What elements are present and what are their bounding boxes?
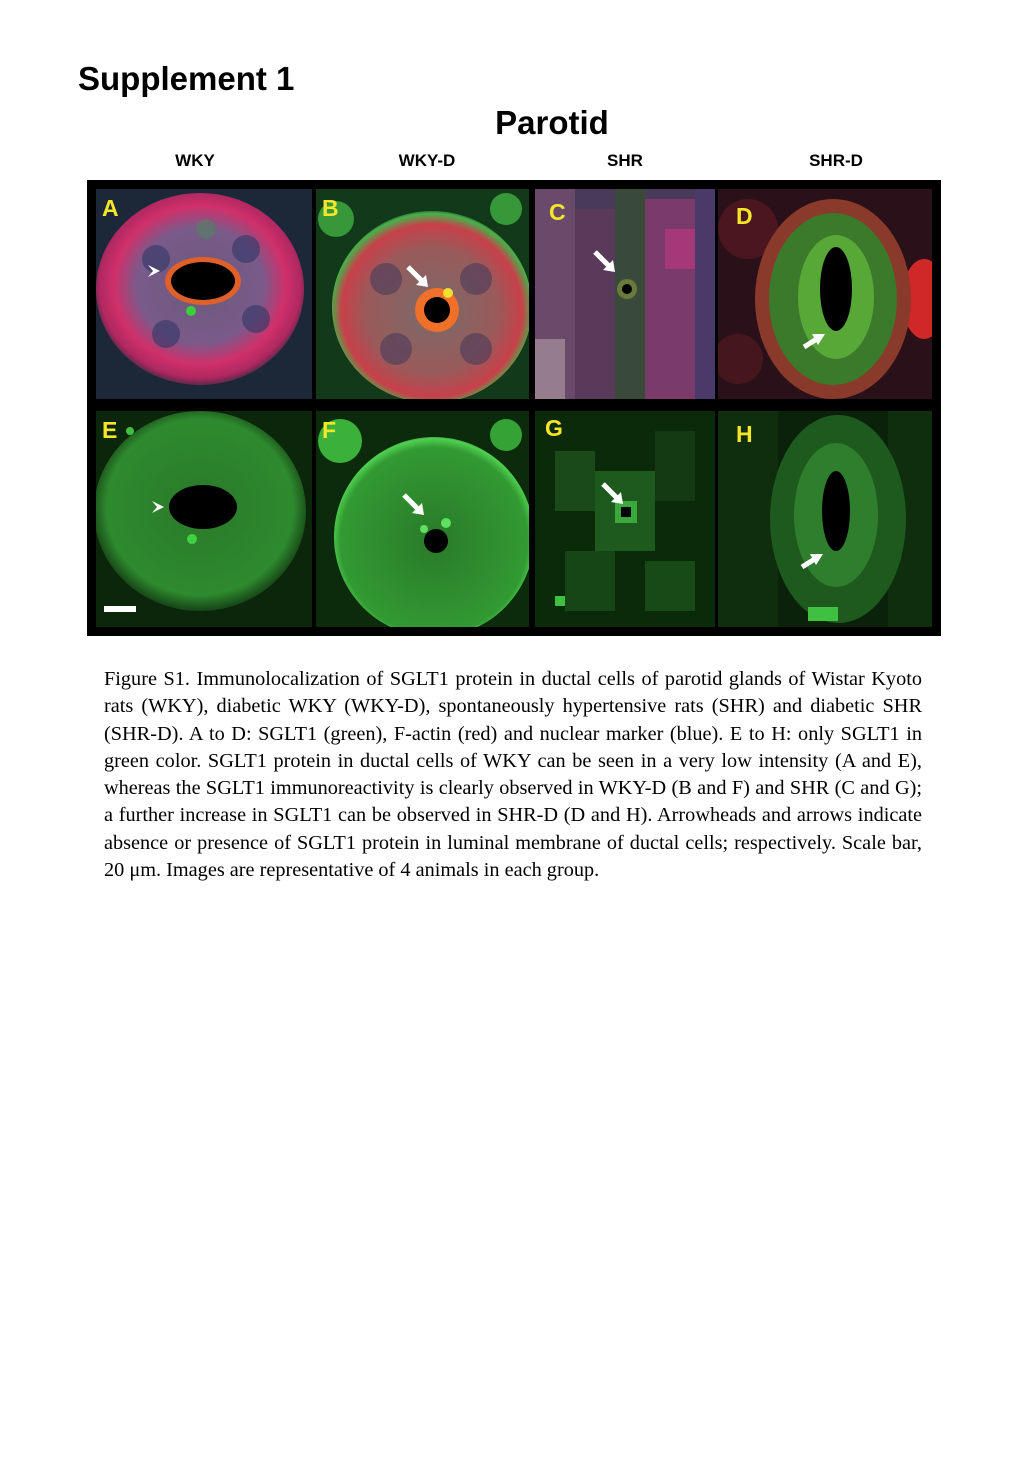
panel-h [718,411,932,627]
panel-f-micrograph [316,411,529,627]
micrograph-figure [87,180,941,636]
panel-g-micrograph [535,411,715,627]
column-label-shr: SHR [607,151,643,170]
caption-text: Figure S1. Immunolocalization of SGLT1 protein in ductal cells of parotid glands of Wistar Kyoto rats (WKY), diabetic WKY (WKY-D), spontaneously hypertensive rats (SHR) and diabetic SHR (SHR-D). A to D: SGLT1 (green), F-actin (red) and nuclear marker (blue). E to H: only SGLT1 in green color. SGLT1 protein in ductal cells of WKY can be seen in a very low intensity (A and E), whereas the SGLT1 immunoreactivity is clearly observed in WKY-D (B and F) and SHR (C and G); a further increase in SGLT1 can be observed in SHR-D (D and H). Arrowheads and arrows indicate absence or presence of SGLT1 protein in luminal membrane of ductal cells; respectively. Scale bar, 20 μm. Images are representative of 4 animals in each group. [104,668,922,882]
panel-f-label: F [322,417,337,443]
column-label-wky-d: WKY-D [398,151,456,170]
figure-title: Parotid [495,104,609,141]
panel-h-label: H [736,421,753,447]
panel-b [316,189,529,399]
panel-d-label: D [736,203,753,229]
panel-d [718,189,932,399]
supplement-title: Supplement 1 [78,60,295,97]
panel-b-label: B [322,195,339,221]
figure-caption [104,666,922,884]
panel-g-label: G [545,415,563,441]
column-label-shr-d: SHR-D [809,151,863,170]
panel-g [535,411,715,627]
panel-a-label: A [102,195,119,221]
panel-c [535,189,715,399]
panel-e-micrograph [96,411,312,627]
column-label-wky: WKY [175,151,215,170]
panel-e [96,411,312,627]
panel-b-micrograph [316,189,529,399]
panel-e-label: E [102,417,118,443]
panel-c-label: C [549,199,566,225]
panel-a [96,189,312,399]
panel-f [316,411,529,627]
panel-a-micrograph [96,189,312,399]
